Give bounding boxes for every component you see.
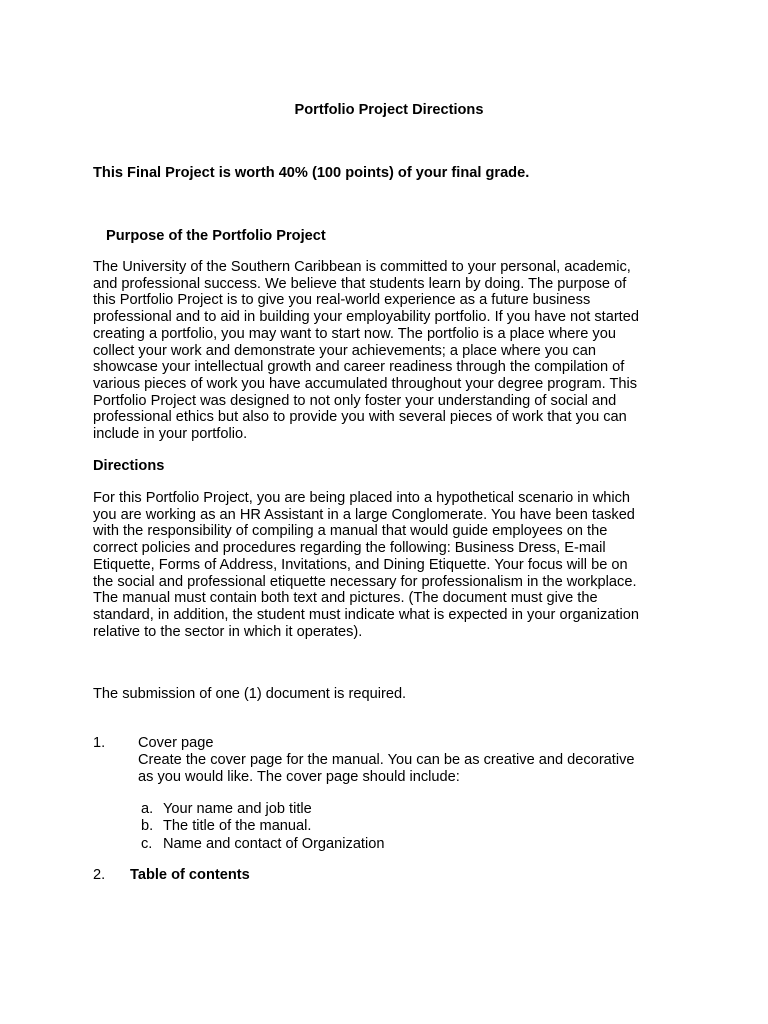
paragraph-line: The University of the Southern Caribbean is committed to your personal, academic, (93, 259, 631, 275)
paragraph-line: relative to the sector in which it operates). (93, 623, 363, 640)
directions-heading: Directions (93, 458, 165, 474)
item-title: Cover page (138, 735, 214, 751)
subitem-text: Your name and job title (163, 801, 312, 817)
paragraph-line: standard, in addition, the student must indicate what is expected in your organization (93, 606, 639, 623)
paragraph-line: Etiquette, Forms of Address, Invitations, and Dining Etiquette. Your focus will be on (93, 556, 628, 573)
paragraph-line: various pieces of work you have accumulated throughout your degree program. This (93, 375, 638, 392)
purpose-heading: Purpose of the Portfolio Project (106, 228, 326, 244)
paragraph-line: showcase your intellectual growth and career readiness through the compilation of (93, 359, 625, 376)
submission-note: The submission of one (1) document is required. (93, 686, 407, 702)
subitem-text: The title of the manual. (163, 818, 312, 834)
paragraph-line: creating a portfolio, you may want to start now. The portfolio is a place where you (93, 325, 616, 342)
paragraph-line: you are working as an HR Assistant in a large Conglomerate. You have been tasked (93, 506, 635, 523)
paragraph-line: The manual must contain both text and pictures. (The document must give the (93, 590, 598, 607)
grade-note: This Final Project is worth 40% (100 points) of your final grade. (93, 165, 530, 181)
paragraph-line: with the responsibility of compiling a manual that would guide employees on the (93, 523, 608, 540)
paragraph-line: professional ethics but also to provide you with several pieces of work that you can (93, 409, 627, 426)
subitem-letter: c. (141, 836, 153, 852)
list-item (0, 735, 768, 855)
paragraph-line: and professional success. We believe that students learn by doing. The purpose of (93, 275, 627, 292)
item-description-line: Create the cover page for the manual. You can be as creative and decorative (138, 752, 635, 768)
subitem-text: Name and contact of Organization (163, 836, 385, 852)
subitem-letter: b. (141, 818, 154, 834)
item-title: Table of contents (130, 867, 250, 883)
paragraph-line: this Portfolio Project is to give you real-world experience as a future business (93, 292, 591, 309)
item-description-line: as you would like. The cover page should include: (138, 769, 460, 785)
paragraph-line: Portfolio Project was designed to not only foster your understanding of social and (93, 392, 617, 409)
document-title: Portfolio Project Directions (294, 102, 484, 118)
subitem-letter: a. (141, 801, 154, 817)
paragraph-line: professional and to aid in building your employability portfolio. If you have not started (93, 309, 639, 326)
item-number: 2. (93, 867, 106, 883)
paragraph-line: the social and professional etiquette necessary for professionalism in the workplace. (93, 573, 637, 590)
directions-paragraph (93, 490, 693, 640)
item-number: 1. (93, 735, 106, 751)
paragraph-line: For this Portfolio Project, you are being placed into a hypothetical scenario in which (93, 490, 631, 506)
paragraph-line: correct policies and procedures regarding the following: Business Dress, E-mail (93, 540, 606, 557)
paragraph-line: include in your portfolio. (93, 426, 248, 443)
purpose-paragraph (93, 259, 693, 443)
list-item (0, 867, 768, 887)
paragraph-line: collect your work and demonstrate your achievements; a place where you can (93, 342, 596, 359)
